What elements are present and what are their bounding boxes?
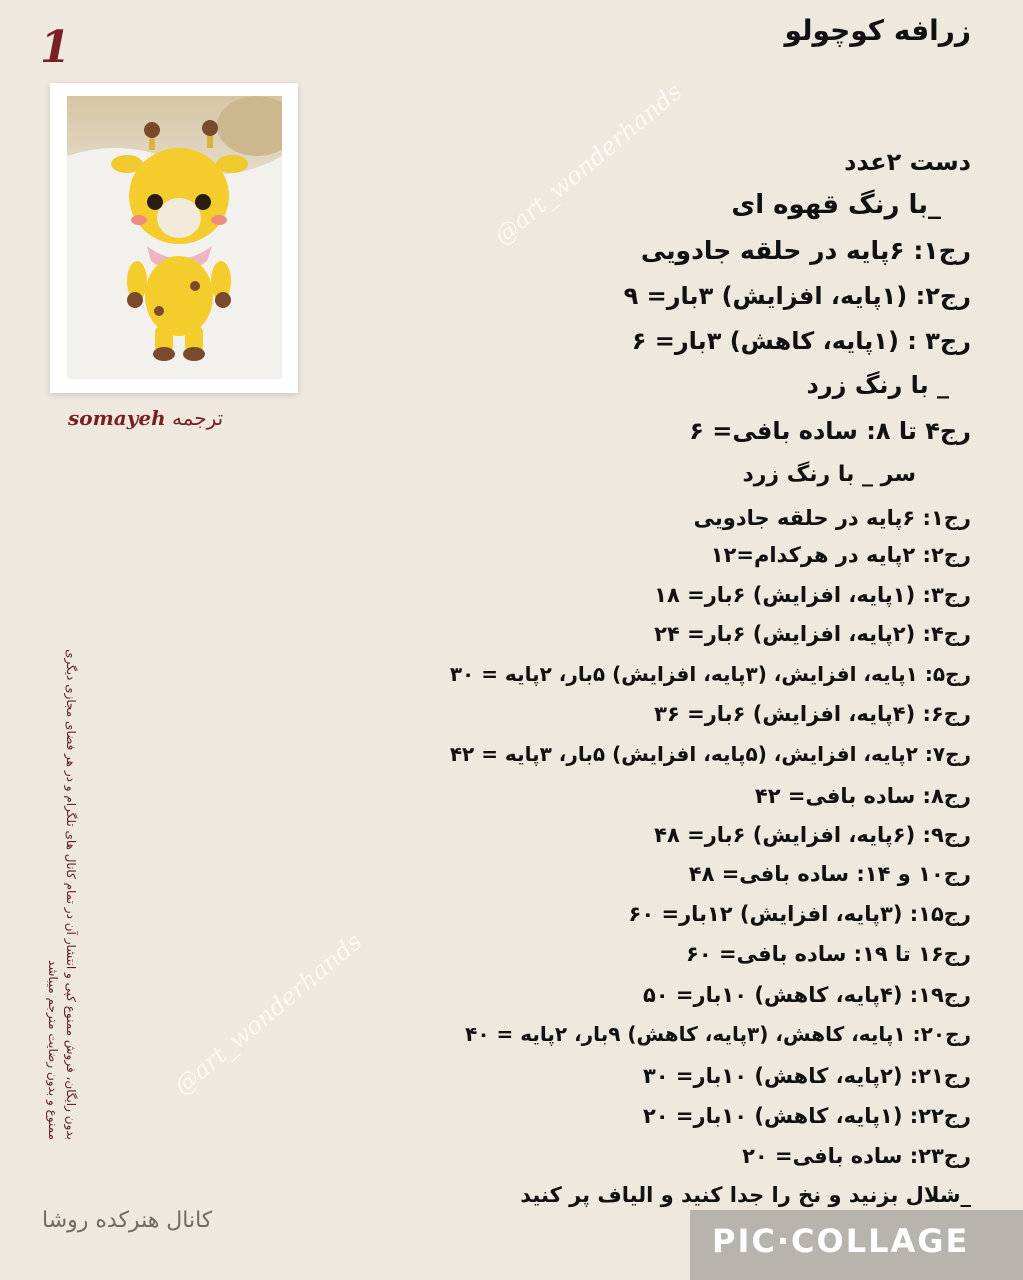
- pic-collage-logo: PIC·COLLAGE: [712, 1222, 970, 1260]
- pattern-line: رج۴: (۲پایه، افزایش) ۶بار= ۲۴: [654, 622, 971, 646]
- pattern-line: رج۱۶ تا ۱۹: ساده بافی= ۶۰: [686, 942, 971, 966]
- page-number: 1: [40, 22, 71, 73]
- pattern-line: _شلال بزنید و نخ را جدا کنید و الیاف پر کنید: [520, 1183, 971, 1207]
- copyright-note: [44, 540, 80, 1140]
- pattern-line: رج۳: (۱پایه، افزایش) ۶بار= ۱۸: [654, 583, 971, 607]
- translator-name: somayeh: [68, 406, 166, 430]
- pattern-line: رج۱۵: (۳پایه، افزایش) ۱۲بار= ۶۰: [628, 902, 971, 926]
- pattern-line: رج۷: ۲پایه، افزایش، (۵پایه، افزایش) ۵بار، ۳پایه = ۴۲: [449, 742, 971, 766]
- pattern-line: رج۱۹: (۴پایه، کاهش) ۱۰بار= ۵۰: [642, 983, 971, 1007]
- copyright-line-2: ممنوع و بدون رضایت مترجم میباشد: [46, 960, 60, 1140]
- pattern-line: رج۲۳: ساده بافی= ۲۰: [742, 1144, 971, 1168]
- pattern-line: رج۲۱: (۲پایه، کاهش) ۱۰بار= ۳۰: [642, 1064, 971, 1088]
- pattern-line: رج۳ : (۱پایه، کاهش) ۳بار= ۶: [631, 327, 971, 355]
- translator-label: ترجمه: [171, 406, 224, 430]
- pattern-line: _با رنگ قهوه ای: [731, 190, 941, 220]
- pattern-line: _ با رنگ زرد: [806, 371, 949, 399]
- giraffe-photo: [67, 96, 282, 379]
- pattern-line: رج۶: (۴پایه، افزایش) ۶بار= ۳۶: [654, 702, 971, 726]
- pattern-line: سر _ با رنگ زرد: [742, 462, 916, 487]
- pic-collage-badge: [690, 1210, 1023, 1280]
- pattern-line: رج۱۰ و ۱۴: ساده بافی= ۴۸: [688, 862, 971, 886]
- translator-credit: [60, 406, 260, 430]
- pattern-line: رج۹: (۶پایه، افزایش) ۶بار= ۴۸: [654, 823, 971, 847]
- watermark-bottom: @art_wonderhands: [168, 927, 368, 1101]
- pattern-line: رج۱: ۶پایه در حلقه جادویی: [640, 236, 971, 265]
- photo-frame: [50, 83, 298, 393]
- copyright-line-1: بدون رایگان، فروش ممنوع کپی و انتشار آن در تمام کانال های تلگرام و در هر فضای مجازی دیگری: [64, 649, 78, 1140]
- pattern-line: رج۱: ۶پایه در حلقه جادویی: [693, 506, 971, 530]
- pattern-line: رج۸: ساده بافی= ۴۲: [754, 784, 971, 808]
- channel-name: کانال هنرکده روشا: [42, 1208, 213, 1233]
- pattern-line: رج۴ تا ۸: ساده بافی= ۶: [689, 417, 971, 445]
- pattern-line: رج۲۲: (۱پایه، کاهش) ۱۰بار= ۲۰: [642, 1104, 971, 1128]
- page-title: زرافه کوچولو: [784, 14, 971, 47]
- pattern-line: رج۲۰: ۱پایه، کاهش، (۳پایه، کاهش) ۹بار، ۲پایه = ۴۰: [465, 1022, 971, 1046]
- pattern-line: رج۵: ۱پایه، افزایش، (۳پایه، افزایش) ۵بار، ۲پایه = ۳۰: [449, 662, 971, 686]
- watermark-top: @art_wonderhands: [488, 77, 688, 251]
- giraffe-amigurumi-image: [67, 96, 282, 379]
- pattern-line: رج۲: (۱پایه، افزایش) ۳بار= ۹: [623, 282, 971, 310]
- pattern-line: دست ۲عدد: [844, 148, 971, 176]
- pattern-line: رج۲: ۲پایه در هرکدام=۱۲: [710, 543, 971, 567]
